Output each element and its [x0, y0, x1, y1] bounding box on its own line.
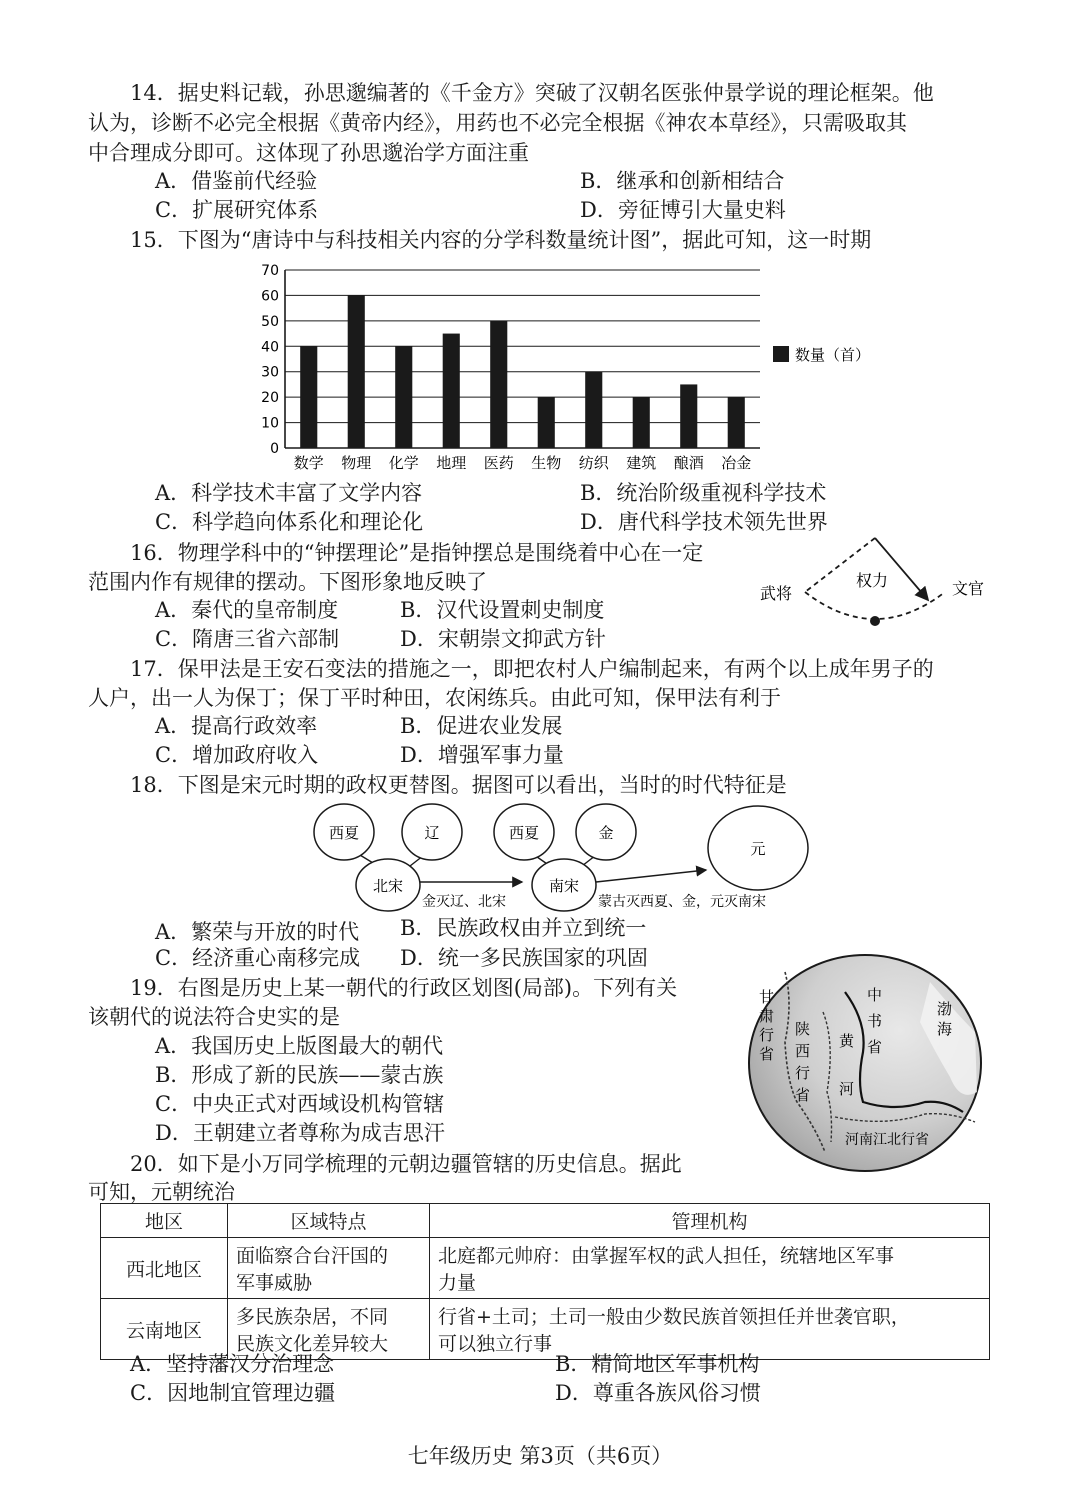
- table-cell-org: [430, 1238, 990, 1299]
- chart-y-tick-labels: [261, 263, 279, 457]
- pendulum-bob: [870, 616, 880, 626]
- q17-option-d: D．增强军事力量: [400, 743, 564, 767]
- bar-冶金: [728, 397, 745, 448]
- q20-option-a: A．坚持藩汉分治理念: [130, 1352, 335, 1376]
- arrow1-caption: 金灭辽、北宋: [422, 894, 506, 910]
- bar-物理: [348, 295, 365, 448]
- y-tick-label: 70: [261, 263, 279, 279]
- q20-option-d: D．尊重各族风俗习惯: [555, 1381, 761, 1405]
- x-tick-label: 生物: [531, 454, 562, 472]
- map-label-henan: 河南江北行省: [845, 1132, 929, 1148]
- arrow-nansong-yuan: [596, 870, 706, 882]
- pendulum-line-right: [875, 538, 928, 600]
- q18-option-c: C．经济重心南移完成: [155, 946, 361, 970]
- yuan-frontier-table: [100, 1203, 990, 1360]
- q20-stem-line2: 可知，元朝统治: [88, 1180, 235, 1204]
- bar-生物: [538, 397, 555, 448]
- q19-option-c: C．中央正式对西域设机构管辖: [155, 1092, 445, 1116]
- label-xixia-2: 西夏: [508, 824, 540, 842]
- q20-stem-line1: 20．如下是小万同学梳理的元朝边疆管辖的历史信息。据此: [130, 1152, 682, 1176]
- q19-option-b: B．形成了新的民族——蒙古族: [155, 1063, 444, 1087]
- bar-建筑: [633, 397, 650, 448]
- x-tick-label: 地理: [436, 454, 467, 472]
- x-tick-label: 酿酒: [673, 454, 704, 472]
- bar-医药: [490, 321, 507, 448]
- x-tick-label: 纺织: [578, 454, 609, 472]
- q16-option-c: C．隋唐三省六部制: [155, 627, 340, 651]
- q19-stem-line1: 19．右图是历史上某一朝代的行政区划图(局部)。下列有关: [130, 976, 678, 1000]
- legend-swatch: [773, 346, 789, 362]
- x-tick-label: 冶金: [721, 454, 752, 472]
- bar-地理: [443, 334, 460, 448]
- org-line: 行省+土司；土司一般由少数民族首领担任并世袭官职，: [438, 1306, 910, 1328]
- pendulum-center-label: 权力: [856, 571, 889, 590]
- x-tick-label: 医药: [483, 454, 514, 472]
- chart-x-tick-labels: [294, 454, 752, 472]
- x-tick-label: 建筑: [626, 454, 657, 472]
- q17-option-c: C．增加政府收入: [155, 743, 319, 767]
- legend-label: 数量（首）: [795, 346, 871, 364]
- label-liao: 辽: [424, 824, 440, 842]
- table-header-region: 地区: [101, 1204, 228, 1238]
- feature-line: 民族文化差异较大: [236, 1333, 389, 1355]
- q15-option-b: B．统治阶级重视科学技术: [580, 481, 827, 505]
- map-label-huanghe: 黄河: [839, 1032, 855, 1098]
- y-tick-label: 50: [261, 313, 279, 330]
- pendulum-left-label: 武将: [760, 584, 793, 603]
- q17-stem-line2: 人户，出一人为保丁；保丁平时种田，农闲练兵。由此可知，保甲法有利于: [88, 686, 781, 710]
- q18-option-b: B．民族政权由并立到统一: [400, 916, 647, 940]
- q16-stem-line2: 范围内作有规律的摆动。下图形象地反映了: [88, 570, 487, 594]
- q16-option-a: A．秦代的皇帝制度: [155, 598, 339, 622]
- q17-stem-line1: 17．保甲法是王安石变法的措施之一，即把农村人户编制起来，有两个以上成年男子的: [130, 657, 934, 681]
- q15-option-c: C．科学趋向体系化和理论化: [155, 510, 424, 534]
- y-tick-label: 40: [261, 339, 279, 356]
- y-tick-label: 20: [261, 390, 279, 407]
- label-beisong: 北宋: [372, 877, 404, 895]
- q18-option-d: D．统一多民族国家的巩固: [400, 946, 648, 970]
- x-tick-label: 物理: [341, 454, 372, 472]
- y-tick-label: 60: [261, 288, 279, 305]
- q16-stem-line1: 16．物理学科中的“钟摆理论”是指钟摆总是围绕着中心在一定: [130, 541, 704, 565]
- label-jin: 金: [598, 824, 614, 842]
- q14-option-b: B．继承和创新相结合: [580, 169, 785, 193]
- pendulum-right-label: 文官: [952, 579, 985, 598]
- map-label-zhongshu: 中书省: [867, 986, 883, 1056]
- x-tick-label: 数学: [293, 454, 324, 472]
- bar-纺织: [585, 372, 602, 448]
- bar-酿酒: [680, 384, 697, 448]
- q20-option-c: C．因地制宜管理边疆: [130, 1381, 336, 1405]
- y-tick-label: 0: [270, 441, 279, 457]
- q15-stem: 15．下图为“唐诗中与科技相关内容的分学科数量统计图”，据此可知，这一时期: [130, 228, 872, 252]
- page-footer: 七年级历史 第3页（共6页）: [407, 1444, 673, 1468]
- feature-line: 多民族杂居，不同: [236, 1306, 389, 1328]
- q20-option-b: B．精简地区军事机构: [555, 1352, 760, 1376]
- q19-option-d: D．王朝建立者尊称为成吉思汗: [155, 1121, 445, 1145]
- map-label-shaanxi: 陕西行省: [795, 1020, 811, 1104]
- q14-option-a: A．借鉴前代经验: [155, 169, 318, 193]
- map-label-bohai: 渤海: [937, 1000, 953, 1038]
- bar-数学: [300, 346, 317, 448]
- q14-option-c: C．扩展研究体系: [155, 198, 319, 222]
- q14-stem-line3: 中合理成分即可。这体现了孙思邈治学方面注重: [88, 141, 529, 165]
- q15-option-d: D．唐代科学技术领先世界: [580, 510, 828, 534]
- pendulum-diagram: [760, 536, 1000, 636]
- feature-line: 面临察合台汗国的: [236, 1245, 389, 1267]
- table-cell-feature: [228, 1238, 430, 1299]
- q14-stem-line1: 14．据史料记载，孙思邈编著的《千金方》突破了汉朝名医张仲景学说的理论框架。他: [130, 81, 934, 105]
- q19-stem-line2: 该朝代的说法符合史实的是: [88, 1005, 340, 1029]
- dynasty-succession-diagram: [310, 800, 830, 918]
- yuan-province-map: [745, 952, 985, 1177]
- x-tick-label: 化学: [388, 454, 419, 472]
- table-header-row: [101, 1204, 990, 1238]
- q19-option-a: A．我国历史上版图最大的朝代: [155, 1034, 444, 1058]
- table-row: [101, 1238, 990, 1299]
- arrow2-caption: 蒙古灭西夏、金，元灭南宋: [598, 894, 766, 910]
- q18-stem: 18．下图是宋元时期的政权更替图。据图可以看出，当时的时代特征是: [130, 773, 787, 797]
- org-line: 北庭都元帅府：由掌握军权的武人担任，统辖地区军事: [438, 1245, 895, 1267]
- q15-option-a: A．科学技术丰富了文学内容: [155, 481, 423, 505]
- q17-option-a: A．提高行政效率: [155, 714, 318, 738]
- subject-bar-chart: [250, 258, 910, 483]
- feature-line: 军事威胁: [236, 1272, 313, 1294]
- y-tick-label: 30: [261, 364, 279, 381]
- q14-stem-line2: 认为，诊断不必完全根据《黄帝内经》，用药也不必完全根据《神农本草经》，只需吸取其: [88, 111, 907, 135]
- q16-option-d: D．宋朝崇文抑武方针: [400, 627, 606, 651]
- table-header-feature: 区域特点: [228, 1204, 430, 1238]
- org-line: 力量: [438, 1272, 477, 1294]
- q18-option-a: A．繁荣与开放的时代: [155, 920, 360, 944]
- q14-option-d: D．旁征博引大量史料: [580, 198, 786, 222]
- q17-option-b: B．促进农业发展: [400, 714, 563, 738]
- label-nansong: 南宋: [548, 877, 580, 895]
- table-header-org: 管理机构: [430, 1204, 990, 1238]
- y-tick-label: 10: [261, 415, 279, 432]
- table-cell-region: 云南地区: [101, 1299, 228, 1360]
- q16-option-b: B．汉代设置刺史制度: [400, 598, 605, 622]
- label-yuan: 元: [750, 840, 766, 858]
- map-label-gansu: 甘肃行省: [759, 988, 775, 1063]
- label-xixia-1: 西夏: [328, 824, 360, 842]
- bar-化学: [395, 346, 412, 448]
- org-line: 可以独立行事: [438, 1333, 553, 1355]
- table-cell-region: 西北地区: [101, 1238, 228, 1299]
